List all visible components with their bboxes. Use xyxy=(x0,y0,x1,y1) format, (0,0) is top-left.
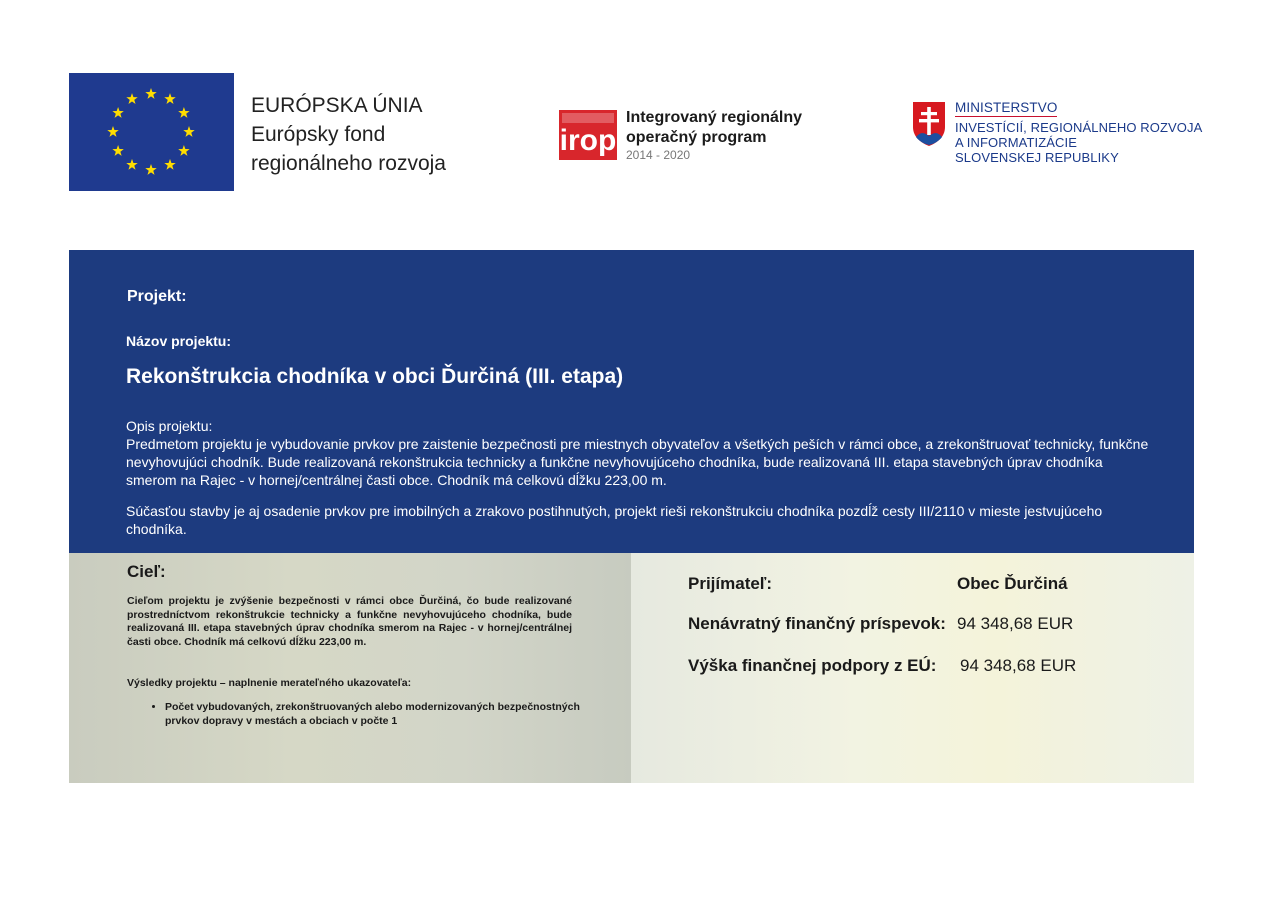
project-label: Projekt: xyxy=(127,288,187,305)
description-text: Predmetom projektu je vybudovanie prvkov pre zaistenie bezpečnosti pre miestnych obyvateľov a všetkých peších v rámci obce, a zrekonštruovať technicky, funkčne nevyhovujúci chodník. Bude realizovaná rekonštrukcia technicky a funkčne nevyhovujúceho chodníka, bude realizovaná III. etapa stavebných úprav chodníka smerom na Rajec - v hornej/centrálnej časti obce. Chodník má celkovú dĺžku 223,00 m. xyxy=(126,436,1149,488)
project-panel xyxy=(69,250,1194,553)
recipient-panel xyxy=(631,553,1194,783)
ministry-text xyxy=(955,100,1202,165)
irop-text xyxy=(626,108,802,162)
eu-fund-text xyxy=(251,91,446,178)
project-name-label: Názov projektu: xyxy=(126,333,232,349)
ministry-line4: SLOVENSKEJ REPUBLIKY xyxy=(955,150,1119,165)
irop-logo-text: irop xyxy=(559,124,617,157)
eu-star-icon xyxy=(145,164,156,175)
irop-logo xyxy=(559,110,617,160)
eu-star-icon xyxy=(145,88,156,99)
eu-star-icon xyxy=(126,159,137,170)
project-name: Rekonštrukcia chodníka v obci Ďurčiná (III. etapa) xyxy=(126,365,624,388)
eu-line3: regionálneho rozvoja xyxy=(251,152,446,175)
eu-support-value: 94 348,68 EUR xyxy=(960,656,1077,675)
eu-star-icon xyxy=(178,145,189,156)
grant-value: 94 348,68 EUR xyxy=(957,614,1074,633)
eu-star-icon xyxy=(112,107,123,118)
irop-title-line1: Integrovaný regionálny xyxy=(626,109,803,126)
eu-stars-icon xyxy=(69,73,234,191)
irop-years: 2014 - 2020 xyxy=(626,148,691,162)
irop-title xyxy=(626,108,802,148)
results-list xyxy=(147,701,593,728)
slovak-coat-of-arms-icon xyxy=(912,101,946,147)
goal-text: Cieľom projektu je zvýšenie bezpečnosti v rámci obce Ďurčiná, čo bude realizované prostredníctvom rekonštrukcie technicky a funkčne nevyhovujúceho chodníka, bude realizovaná III. etapa stavebných úprav chodníka smerom na Rajec - v hornej/centrálnej časti obce. Chodník má celkovú dĺžku 223,00 m. xyxy=(127,595,572,648)
grant-label: Nenávratný finančný príspevok: xyxy=(688,614,946,633)
eu-star-icon xyxy=(107,126,118,137)
ministry-line3: A INFORMATIZÁCIE xyxy=(955,135,1077,150)
description-extra: Súčasťou stavby je aj osadenie prvkov pre imobilných a zrakovo postihnutých, projekt rieši rekonštrukciu chodníka pozdĺž cesty III/2110 v mieste jestvujúceho chodníka. xyxy=(126,503,1103,537)
results-title: Výsledky projektu – naplnenie merateľného ukazovateľa: xyxy=(127,677,412,689)
eu-flag-logo xyxy=(69,73,234,191)
eu-star-icon xyxy=(164,159,175,170)
eu-support-label: Výška finančnej podpory z EÚ: xyxy=(688,656,937,675)
eu-star-icon xyxy=(126,93,137,104)
list-item: • Počet vybudovaných, zrekonštruovaných alebo modernizovaných bezpečnostných prvkov dopravy v mestách a obciach v počte 1 xyxy=(165,701,593,728)
description-label: Opis projektu: xyxy=(126,418,213,434)
eu-line2: Európsky fond xyxy=(251,123,386,146)
ministry-line2: INVESTÍCIÍ, REGIONÁLNEHO ROZVOJA xyxy=(955,120,1203,135)
eu-line1: EURÓPSKA ÚNIA xyxy=(251,94,423,117)
ministry-line1: MINISTERSTVO xyxy=(955,100,1058,115)
eu-star-icon xyxy=(112,145,123,156)
goal-panel xyxy=(69,553,631,783)
project-description xyxy=(126,417,1156,489)
eu-star-icon xyxy=(183,126,194,137)
recipient-label: Prijímateľ: xyxy=(688,574,773,593)
eu-star-icon xyxy=(178,107,189,118)
irop-title-line2: operačný program xyxy=(626,129,767,146)
goal-title: Cieľ: xyxy=(127,562,166,581)
recipient-value: Obec Ďurčiná xyxy=(957,574,1068,593)
eu-star-icon xyxy=(164,93,175,104)
